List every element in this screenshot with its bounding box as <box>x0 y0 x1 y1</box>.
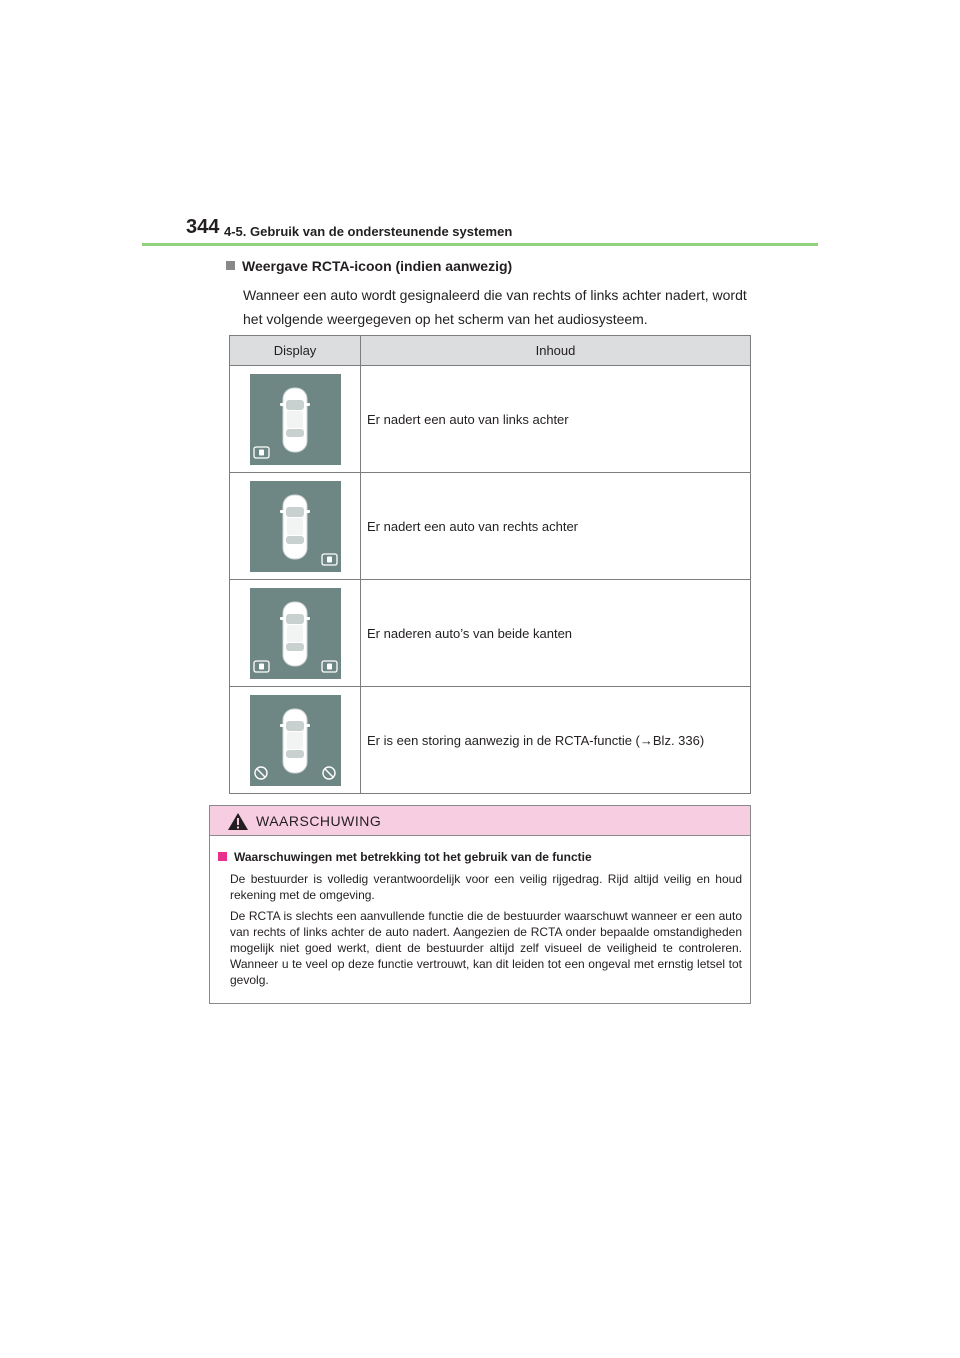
table-row <box>230 366 751 473</box>
row-text: Er is een storing aanwezig in de RCTA-functie (→Blz. 336) <box>361 687 751 794</box>
warning-header <box>210 806 750 836</box>
warning-triangle-icon <box>227 812 249 831</box>
table-header-row <box>230 336 751 366</box>
pink-square-bullet-icon <box>218 852 227 861</box>
row-text: Er naderen auto’s van beide kanten <box>361 580 751 687</box>
section-title-text: Weergave RCTA-icoon (indien aanwezig) <box>242 258 513 274</box>
warning-item-title-text: Waarschuwingen met betrekking tot het gebruik van de functie <box>234 850 592 864</box>
car-left-approach-icon <box>250 374 341 465</box>
warning-title: WAARSCHUWING <box>256 813 382 829</box>
car-both-approach-icon <box>250 588 341 679</box>
section-title <box>226 258 512 274</box>
warning-paragraph-1: De bestuurder is volledig verantwoordelijk voor een veilig rijgedrag. Rijd altijd veilig en houd rekening met de omgeving. <box>230 872 742 902</box>
car-malfunction-icon <box>250 695 341 786</box>
rcta-icon-table <box>229 335 751 794</box>
header-rule <box>142 243 818 246</box>
intro-paragraph: Wanneer een auto wordt gesignaleerd die van rechts of links achter nadert, wordt het volgende weergegeven op het scherm van het audiosysteem. <box>243 287 747 327</box>
table-row <box>230 687 751 794</box>
header-display: Display <box>230 336 361 366</box>
table-row <box>230 473 751 580</box>
warning-box <box>209 805 751 1004</box>
car-right-approach-icon <box>250 481 341 572</box>
warning-paragraph-2: De RCTA is slechts een aanvullende functie die de bestuurder waarschuwt wanneer er een auto van rechts of links achter de auto nadert. Aangezien de RCTA onder bepaalde omstandigheden mogelijk niet goed werkt, dient de bestuurder altijd zelf visueel de veiligheid te controleren. Wanneer u te veel op deze functie vertrouwt, kan dit leiden tot een ongeval met ernstig letsel tot gevolg. <box>230 909 742 987</box>
row-text: Er nadert een auto van rechts achter <box>361 473 751 580</box>
chapter-title: 4-5. Gebruik van de ondersteunende systemen <box>224 224 513 239</box>
row-text: Er nadert een auto van links achter <box>361 366 751 473</box>
square-bullet-icon <box>226 261 235 270</box>
warning-item-title <box>218 850 592 864</box>
header-content: Inhoud <box>361 336 751 366</box>
table-row <box>230 580 751 687</box>
page-number: 344 <box>186 216 220 238</box>
page-header <box>186 216 826 246</box>
